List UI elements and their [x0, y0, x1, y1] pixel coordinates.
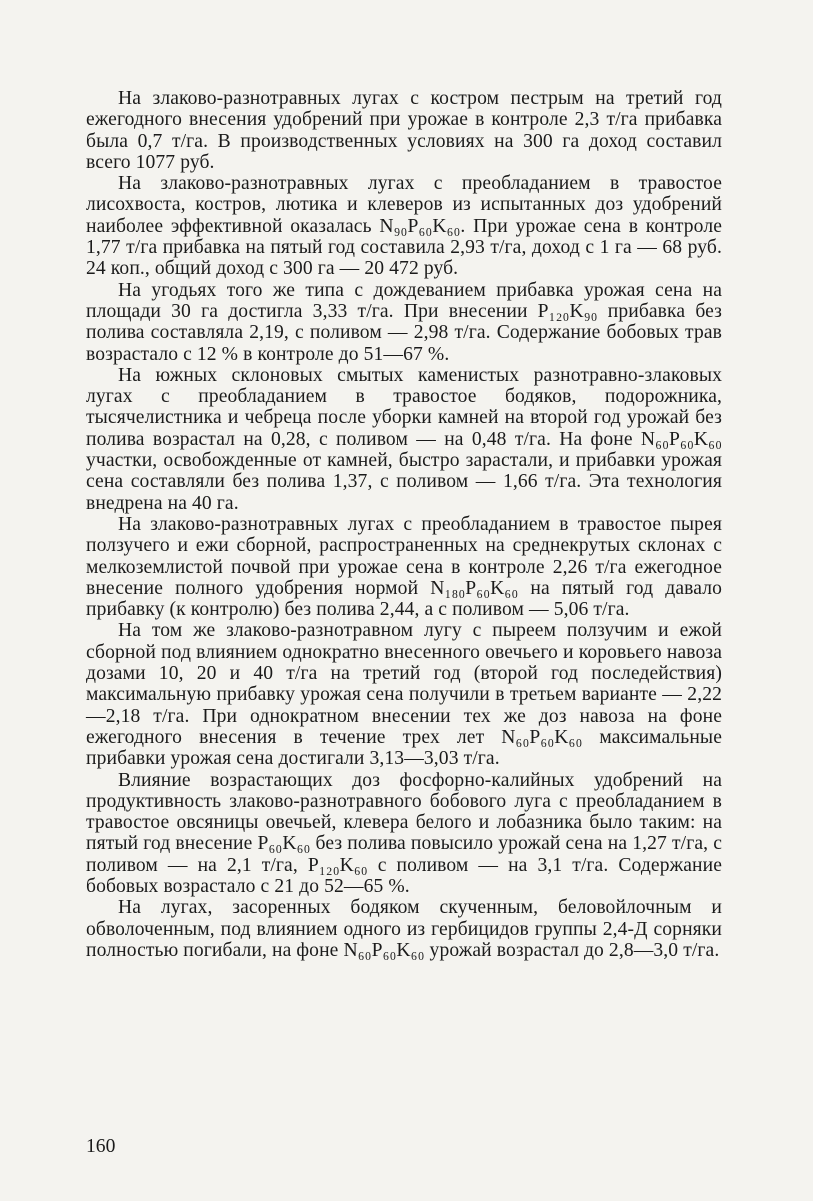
paragraph: На злаково-разнотравных лугах с костром пестрым на третий год ежегодного внесения удобрений при урожае в контроле 2,3 т/га прибавка была 0,7 т/га. В производственных условиях на 300 га доход составил всего 1077 руб.: [86, 88, 722, 173]
page-number: 160: [86, 1136, 116, 1157]
paragraph: На злаково-разнотравных лугах с преобладанием в травостое пырея ползучего и ежи сборной, распространенных на среднекрутых склонах с мелкоземлистой почвой при урожае сена в контроле 2,26 т/га ежегодное внесение полного удобрения нормой N₁₈₀P₆₀K₆₀ на пятый год давало прибавку (к контролю) без полива 2,44, а с поливом — 5,06 т/га.: [86, 513, 722, 621]
paragraph: На том же злаково-разнотравном лугу с пыреем ползучим и ежой сборной под влиянием однократно внесенного овечьего и коровьего навоза дозами 10, 20 и 40 т/га на третий год (второй год последействия) максимальную прибавку урожая сена получили в третьем варианте — 2,22—2,18 т/га. При однократном внесении тех же доз навоза на фоне ежегодного внесения в течение трех лет N₆₀P₆₀K₆₀ максимальные прибавки урожая сена достигали 3,13—3,03 т/га.: [86, 620, 722, 770]
paragraph: Влияние возрастающих доз фосфорно-калийных удобрений на продуктивность злаково-разнотравного бобового луга с преобладанием в травостое овсяницы овечьей, клевера белого и лобазника было таким: на пятый год внесение P₆₀K₆₀ без полива повысило урожай сена на 1,27 т/га, с поливом — на 2,1 т/га, P₁₂₀K₆₀ с поливом — на 3,1 т/га. Содержание бобовых возрастало с 21 до 52—65 %.: [86, 769, 722, 897]
paragraph: На южных склоновых смытых каменистых разнотравно-злаковых лугах с преобладанием в травостое бодяков, подорожника, тысячелистника и чебреца после уборки камней на второй год урожай без полива возрастал на 0,28, с поливом — на 0,48 т/га. На фоне N₆₀P₆₀K₆₀ участки, освобожденные от камней, быстро зарастали, и прибавки урожая сена составляли без полива 1,37, с поливом — 1,66 т/га. Эта технология внедрена на 40 га.: [86, 364, 722, 514]
paragraph: На угодьях того же типа с дождеванием прибавка урожая сена на площади 30 га достигла 3,33 т/га. При внесении P₁₂₀K₉₀ прибавка без полива составляла 2,19, с поливом — 2,98 т/га. Содержание бобовых трав возрастало с 12 % в контроле до 51—67 %.: [86, 279, 722, 365]
paragraph: На лугах, засоренных бодяком скученным, беловойлочным и обволоченным, под влиянием одного из гербицидов группы 2,4-Д сорняки полностью погибали, на фоне N₆₀P₆₀K₆₀ урожай возрастал до 2,8—3,0 т/га.: [86, 897, 722, 961]
paragraph: На злаково-разнотравных лугах с преобладанием в травостое лисохвоста, костров, лютика и клеверов из испытанных доз удобрений наиболее эффективной оказалась N₉₀P₆₀K₆₀. При урожае сена в контроле 1,77 т/га прибавка на пятый год составила 2,93 т/га, доход с 1 га — 68 руб. 24 коп., общий доход с 300 га — 20 472 руб.: [86, 173, 722, 280]
page-text-body: [86, 88, 722, 961]
